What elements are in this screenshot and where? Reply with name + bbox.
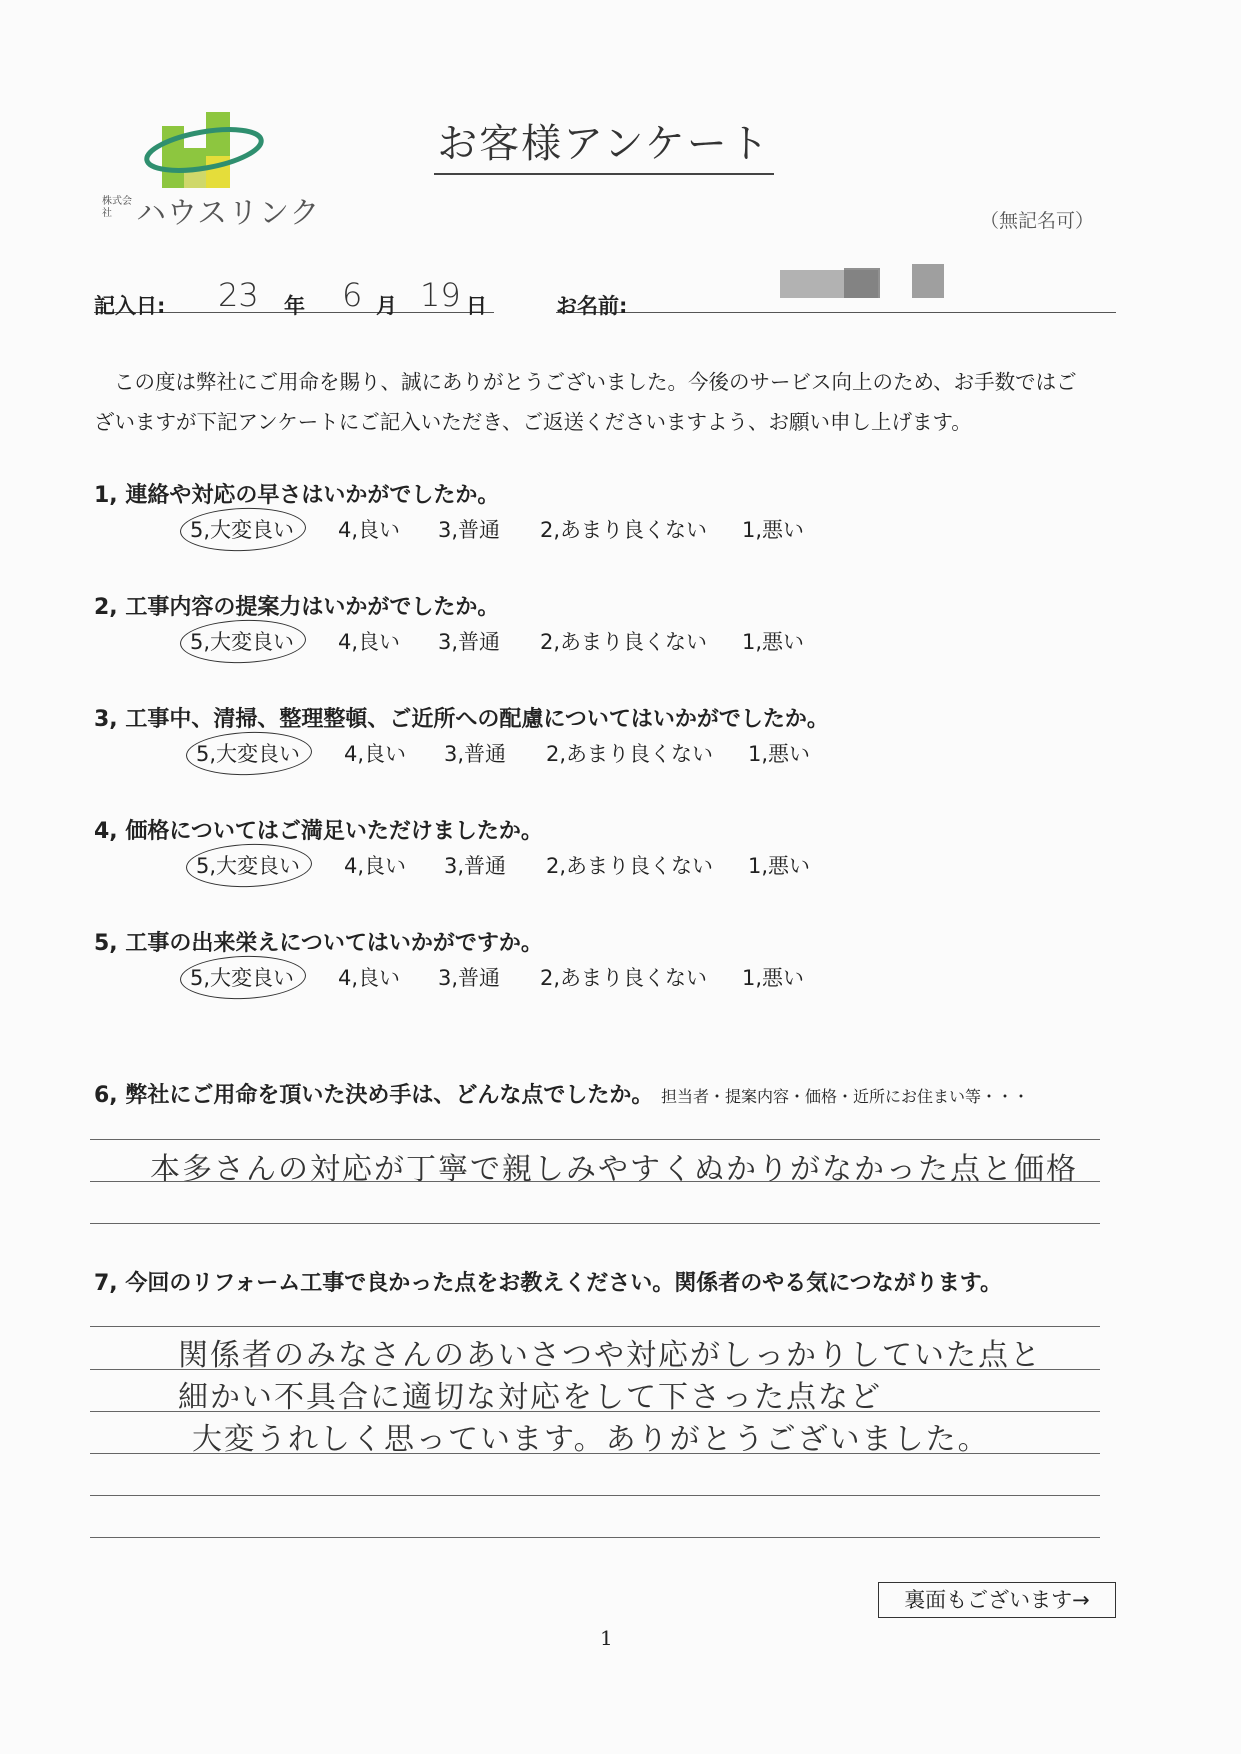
answer-line	[90, 1369, 1100, 1370]
answer-line	[90, 1495, 1100, 1496]
question-5-text: 工事の出来栄えについてはいかがですか。	[125, 931, 543, 956]
day-unit: 日	[466, 294, 487, 318]
date-day: 19	[420, 276, 461, 314]
page-number: 1	[600, 1626, 613, 1650]
logo-company-prefix: 株式会社	[102, 196, 132, 219]
question-4-option-3[interactable]: 3,普通	[444, 854, 507, 878]
name-underline	[556, 312, 1116, 313]
question-2	[94, 590, 499, 621]
question-4-option-5[interactable]: 5,大変良い	[196, 850, 300, 880]
answer-line	[90, 1537, 1100, 1538]
question-5-option-4[interactable]: 4,良い	[338, 966, 401, 990]
question-5	[94, 926, 543, 957]
question-5-option-3[interactable]: 3,普通	[438, 966, 501, 990]
question-4-option-1[interactable]: 1,悪い	[748, 854, 811, 878]
year-unit: 年	[284, 294, 305, 318]
question-2-number: 2,	[94, 595, 118, 620]
question-7-text: 今回のリフォーム工事で良かった点をお教えください。関係者のやる気につながります。	[125, 1271, 1003, 1296]
answer-line	[90, 1453, 1100, 1454]
page-title: お客様アンケート	[434, 112, 774, 175]
question-5-option-2[interactable]: 2,あまり良くない	[540, 966, 708, 990]
intro-text	[94, 362, 1124, 442]
question-3	[94, 702, 829, 733]
question-2-option-4[interactable]: 4,良い	[338, 630, 401, 654]
question-7-answer-line-3: 大変うれしく思っています。ありがとうございました。	[192, 1422, 990, 1457]
question-4-option-4[interactable]: 4,良い	[344, 854, 407, 878]
back-side-note: 裏面もございます→	[878, 1582, 1116, 1618]
question-7	[94, 1266, 1002, 1297]
question-3-option-1[interactable]: 1,悪い	[748, 742, 811, 766]
logo-name: ハウスリンク	[136, 196, 321, 231]
question-5-option-5[interactable]: 5,大変良い	[190, 962, 294, 992]
question-4-number: 4,	[94, 819, 118, 844]
question-1-number: 1,	[94, 483, 118, 508]
question-1-option-2[interactable]: 2,あまり良くない	[540, 518, 708, 542]
question-3-text: 工事中、清掃、整理整頓、ご近所への配慮についてはいかがでしたか。	[125, 707, 829, 732]
question-3-option-5[interactable]: 5,大変良い	[196, 738, 300, 768]
question-6-note: 担当者・提案内容・価格・近所にお住まい等・・・	[661, 1087, 1030, 1106]
question-1-option-4[interactable]: 4,良い	[338, 518, 401, 542]
answer-line	[90, 1139, 1100, 1140]
question-1	[94, 478, 499, 509]
question-2-option-2[interactable]: 2,あまり良くない	[540, 630, 708, 654]
question-1-option-3[interactable]: 3,普通	[438, 518, 501, 542]
answer-line	[90, 1411, 1100, 1412]
question-4-text: 価格についてはご満足いただけましたか。	[125, 819, 543, 844]
question-4	[94, 814, 543, 845]
month-unit: 月	[376, 294, 397, 318]
question-7-number: 7,	[94, 1271, 118, 1296]
answer-line	[90, 1181, 1100, 1182]
question-7-answer-line-1: 関係者のみなさんのあいさつや対応がしっかりしていた点と	[178, 1338, 1042, 1373]
question-5-option-1[interactable]: 1,悪い	[742, 966, 805, 990]
question-3-number: 3,	[94, 707, 118, 732]
question-3-option-2[interactable]: 2,あまり良くない	[546, 742, 714, 766]
answer-line	[90, 1326, 1100, 1327]
company-logo	[96, 108, 336, 231]
question-6	[94, 1078, 1029, 1109]
question-1-text: 連絡や対応の早さはいかがでしたか。	[125, 483, 500, 508]
question-7-answer-line-2: 細かい不具合に適切な対応をして下さった点など	[178, 1380, 882, 1415]
date-label: 記入日:	[94, 294, 166, 318]
question-6-text: 弊社にご用命を頂いた決め手は、どんな点でしたか。	[125, 1083, 654, 1108]
intro-line-2: ざいますが下記アンケートにご記入いただき、ご返送くださいますよう、お願い申し上げます。	[94, 410, 972, 434]
question-2-option-3[interactable]: 3,普通	[438, 630, 501, 654]
intro-line-1: この度は弊社にご用命を賜り、誠にありがとうございました。今後のサービス向上のため、お手数ではご	[114, 370, 1077, 394]
question-3-option-3[interactable]: 3,普通	[444, 742, 507, 766]
question-6-answer: 本多さんの対応が丁寧で親しみやすくぬかりがなかった点と価格	[150, 1152, 1078, 1187]
date-month: 6	[342, 276, 363, 314]
question-5-number: 5,	[94, 931, 118, 956]
house-logo-icon	[144, 108, 274, 188]
question-1-option-5[interactable]: 5,大変良い	[190, 514, 294, 544]
date-year: 23	[218, 276, 259, 314]
question-3-option-4[interactable]: 4,良い	[344, 742, 407, 766]
question-1-option-1[interactable]: 1,悪い	[742, 518, 805, 542]
name-label: お名前:	[556, 294, 628, 318]
answer-line	[90, 1223, 1100, 1224]
question-2-text: 工事内容の提案力はいかがでしたか。	[125, 595, 500, 620]
question-2-option-5[interactable]: 5,大変良い	[190, 626, 294, 656]
question-4-option-2[interactable]: 2,あまり良くない	[546, 854, 714, 878]
question-2-option-1[interactable]: 1,悪い	[742, 630, 805, 654]
question-6-number: 6,	[94, 1083, 118, 1108]
anonymous-note: （無記名可）	[980, 210, 1095, 232]
